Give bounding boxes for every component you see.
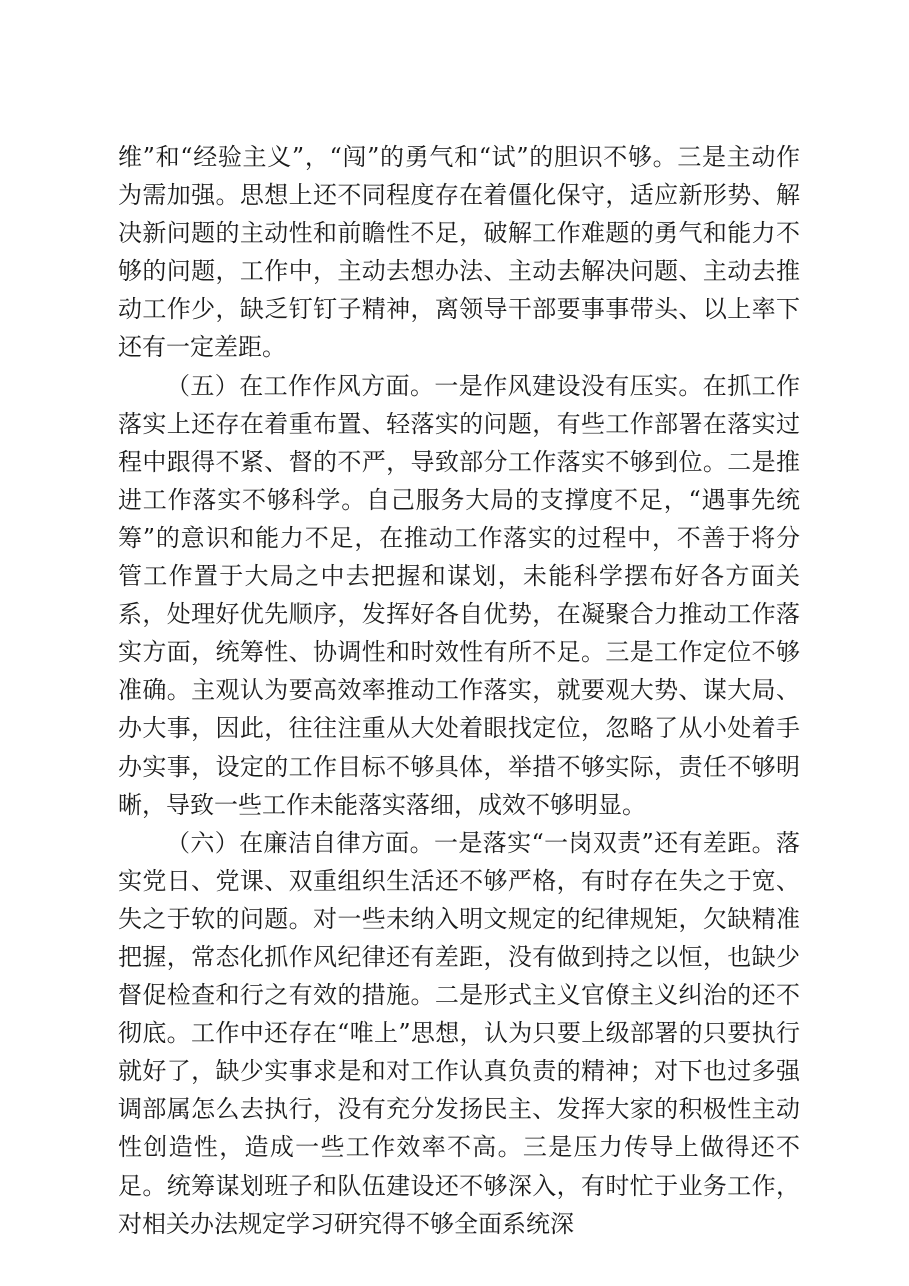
paragraph-work-style: （五）在工作作风方面。一是作风建设没有压实。在抓工作落实上还存在着重布置、轻落实的问题，有些工作部署在落实过程中跟得不紧、督的不严，导致部分工作落实不够到位。二是推进工作落实不够科学。自己服务大局的支撑度不足，“遇事先统筹”的意识和能力不足，在推动工作落实的过程中，不善于将分管工作置于大局之中去把握和谋划，未能科学摆布好各方面关系，处理好优先顺序，发挥好各自优势，在凝聚合力推动工作落实方面，统筹性、协调性和时效性有所不足。三是工作定位不够准确。主观认为要高效率推动工作落实，就要观大势、谋大局、办大事，因此，往往注重从大处着眼找定位，忽略了从小处着手办实事，设定的工作目标不够具体，举措不够实际，责任不够明晰，导致一些工作未能落实落细，成效不够明显。 — [118, 371, 800, 819]
document-body — [118, 138, 800, 1243]
paragraph-continuation: 维”和“经验主义”，“闯”的勇气和“试”的胆识不够。三是主动作为需加强。思想上还不同程度存在着僵化保守，适应新形势、解决新问题的主动性和前瞻性不足，破解工作难题的勇气和能力不够的问题，工作中，主动去想办法、主动去解决问题、主动去推动工作少，缺乏钉钉子精神，离领导干部要事事带头、以上率下还有一定差距。 — [118, 143, 800, 362]
paragraph-integrity: （六）在廉洁自律方面。一是落实“一岗双责”还有差距。落实党日、党课、双重组织生活还不够严格，有时存在失之于宽、失之于软的问题。对一些未纳入明文规定的纪律规矩，欠缺精准把握，常态化抓作风纪律还有差距，没有做到持之以恒，也缺少督促检查和行之有效的措施。二是形式主义官僚主义纠治的还不彻底。工作中还存在“唯上”思想，认为只要上级部署的只要执行就好了，缺少实事求是和对工作认真负责的精神；对下也过多强调部属怎么去执行，没有充分发扬民主、发挥大家的积极性主动性创造性，造成一些工作效率不高。三是压力传导上做得还不足。统筹谋划班子和队伍建设还不够深入，有时忙于业务工作，对相关办法规定学习研究得不够全面系统深 — [118, 828, 800, 1238]
